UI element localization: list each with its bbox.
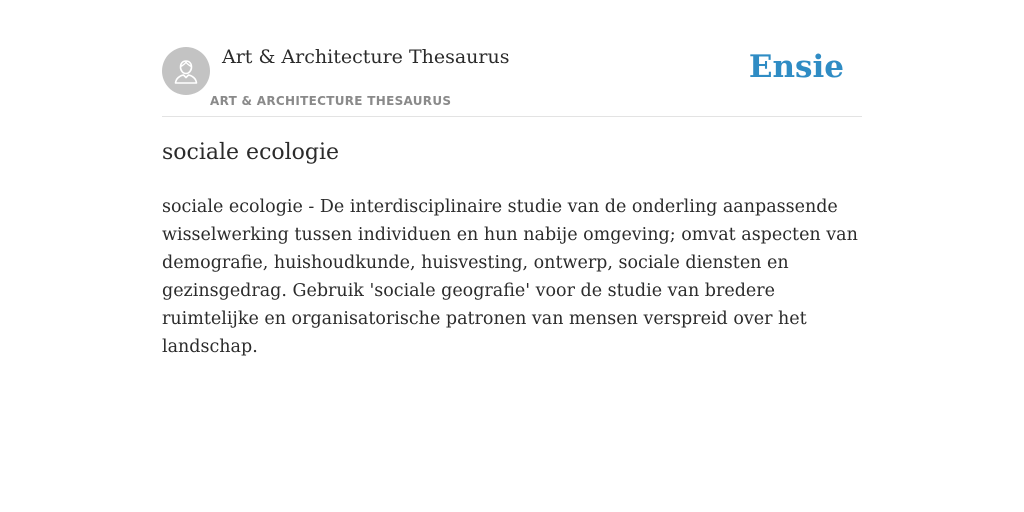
entry-header [162,44,862,117]
user-silhouette-icon [171,56,201,86]
ensie-logo[interactable]: Ensie [748,49,844,85]
page-title: sociale ecologie [162,140,340,165]
source-label[interactable]: ART & ARCHITECTURE THESAURUS [210,94,452,108]
author-name-link[interactable]: Art & Architecture Thesaurus [222,46,510,68]
definition-text: sociale ecologie - De interdisciplinaire studie van de onderling aanpassende wisselwerking tussen individuen en hun nabije omgeving; omvat aspecten van demografie, huishoudkunde, huisvesting, ontwerp, sociale diensten en gezinsgedrag. Gebruik 'sociale geografie' voor de studie van bredere ruimtelijke en organisatorische patronen van mensen verspreid over het landschap. [162,197,858,357]
avatar[interactable] [162,47,210,95]
